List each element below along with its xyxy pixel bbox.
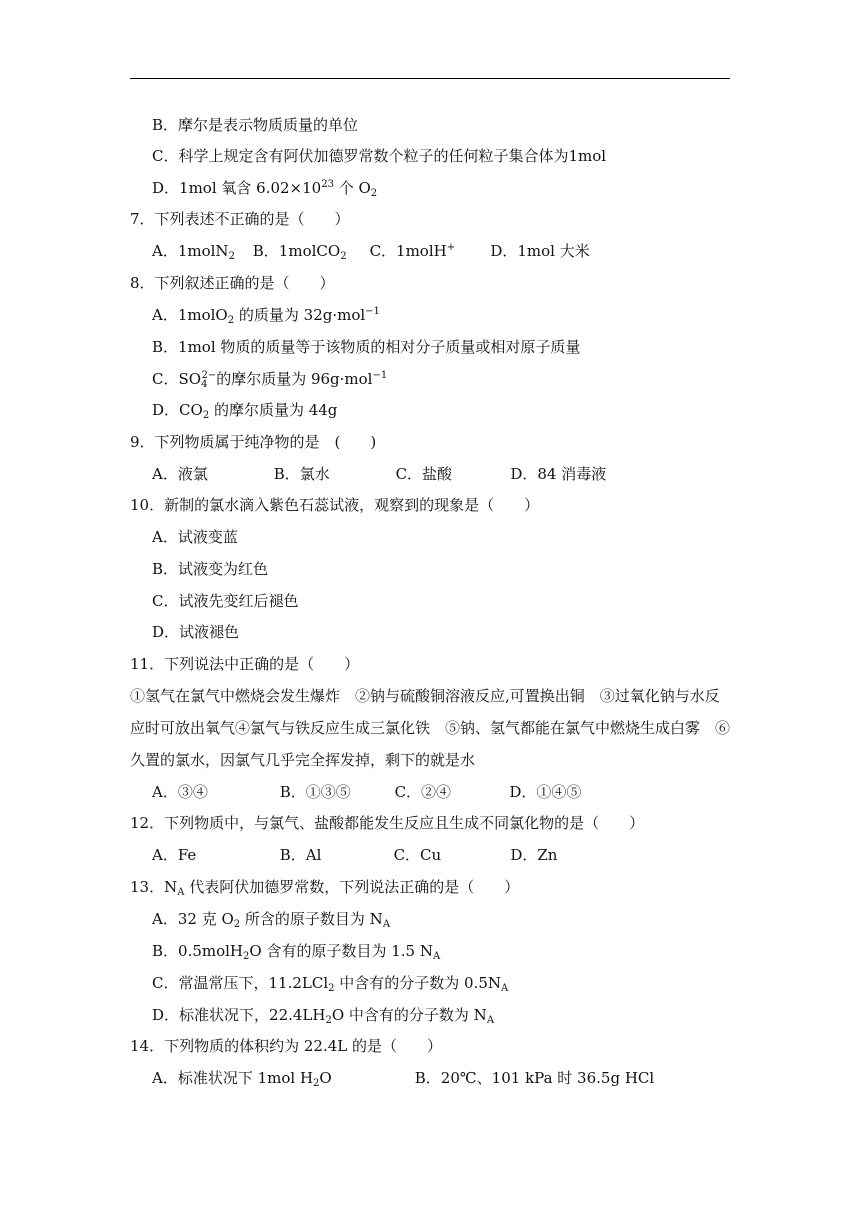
q9-option-a: A．液氯 <box>152 465 208 483</box>
q7-options <box>152 241 590 261</box>
q10-option-c: C．试液先变红后褪色 <box>152 592 299 610</box>
q14-stem: 14．下列物质的体积约为 22.4L 的是（ ） <box>130 1037 442 1055</box>
q7-option-c: C．1molH+ <box>369 242 456 260</box>
q8-option-b: B．1mol 物质的质量等于该物质的相对分子质量或相对原子质量 <box>152 338 581 356</box>
q12-option-b: B．Al <box>279 846 322 864</box>
q7-option-b: B．1molCO$_2$ <box>252 242 347 262</box>
q12-option-d: D．Zn <box>510 846 558 864</box>
q13-option-d: D．标准状况下，$22.4LH_2O$ 中含有的分子数为 $N_A$ <box>152 1006 495 1026</box>
q13-option-a: A．32 克 $O_2$ 所含的原子数目为 $N_A$ <box>152 910 391 930</box>
q14-option-a: A．标准状况下 1mol $H_2O$ <box>152 1069 332 1089</box>
q7-option-d: D．1mol 大米 <box>490 242 590 260</box>
q11-stem: 11．下列说法中正确的是（ ） <box>130 655 360 673</box>
q8-option-d: D．$CO_2$ 的摩尔质量为 44g <box>152 401 338 421</box>
q11-statement-line-1: ①氢气在氯气中燃烧会发生爆炸 ②钠与硫酸铜溶液反应,可置换出铜 ③过氧化钠与水反 <box>130 687 720 705</box>
header-rule <box>130 78 730 79</box>
q10-option-d: D．试液褪色 <box>152 623 240 641</box>
q9-option-b: B．氯水 <box>273 465 330 483</box>
q10-option-a: A．试液变蓝 <box>152 528 238 546</box>
q10-option-b: B．试液变为红色 <box>152 560 269 578</box>
q8-option-c: C．$SO_4^{2-}$的摩尔质量为 96g·mol$^{-1}$ <box>152 370 388 390</box>
q12-option-c: C．Cu <box>393 846 442 864</box>
q11-option-b: B．①③⑤ <box>279 783 351 801</box>
q9-option-c: C．盐酸 <box>395 465 453 483</box>
q11-options <box>152 782 581 802</box>
q7-stem: 7．下列表述不正确的是（ ） <box>130 210 350 228</box>
q13-stem: 13．$N_A$ 代表阿伏加德罗常数，下列说法正确的是（ ） <box>130 878 520 898</box>
q13-option-c: C．常温常压下，11.2LCl$_2$ 中含有的分子数为 $0.5N_A$ <box>152 974 509 994</box>
q7-option-a: A．1molN$_2$ <box>152 242 235 262</box>
q12-options <box>152 845 557 865</box>
q11-option-d: D．①④⑤ <box>509 783 582 801</box>
q8-option-a: A．1molO$_2$ 的质量为 32g·mol$^{-1}$ <box>152 306 380 326</box>
q8-stem: 8．下列叙述正确的是（ ） <box>130 274 335 292</box>
q11-statement-line-3: 久置的氯水，因氯气几乎完全挥发掉，剩下的就是水 <box>130 751 476 769</box>
q11-option-a: A．③④ <box>152 783 208 801</box>
q9-stem: 9．下列物质属于纯净物的是 ( ) <box>130 433 377 451</box>
q9-option-d: D．84 消毒液 <box>510 465 607 483</box>
q11-statement-line-2: 应时可放出氧气④氯气与铁反应生成三氯化铁 ⑤钠、氢气都能在氯气中燃烧生成白雾 ⑥ <box>130 719 731 737</box>
q11-option-c: C．②④ <box>394 783 452 801</box>
q9-options <box>152 464 606 484</box>
q6-option-b: B．摩尔是表示物质质量的单位 <box>152 116 359 134</box>
q12-option-a: A．Fe <box>152 846 197 864</box>
q10-stem: 10．新制的氯水滴入紫色石蕊试液，观察到的现象是（ ） <box>130 496 540 514</box>
q14-options <box>152 1068 654 1088</box>
q14-option-b: B．20℃、101 kPa 时 36.5g HCl <box>414 1069 655 1087</box>
q6-option-c: C．科学上规定含有阿伏加德罗常数个粒子的任何粒子集合体为1mol <box>152 147 607 165</box>
q6-option-d: D．1mol 氧含 $6.02\times 10^{23}$ 个 $O_2$ <box>152 179 378 199</box>
q12-stem: 12．下列物质中，与氯气、盐酸都能发生反应且生成不同氯化物的是（ ） <box>130 814 645 832</box>
q13-option-b: B．0.5molH$_2$O 含有的原子数目为 1.5 $N_A$ <box>152 942 441 962</box>
